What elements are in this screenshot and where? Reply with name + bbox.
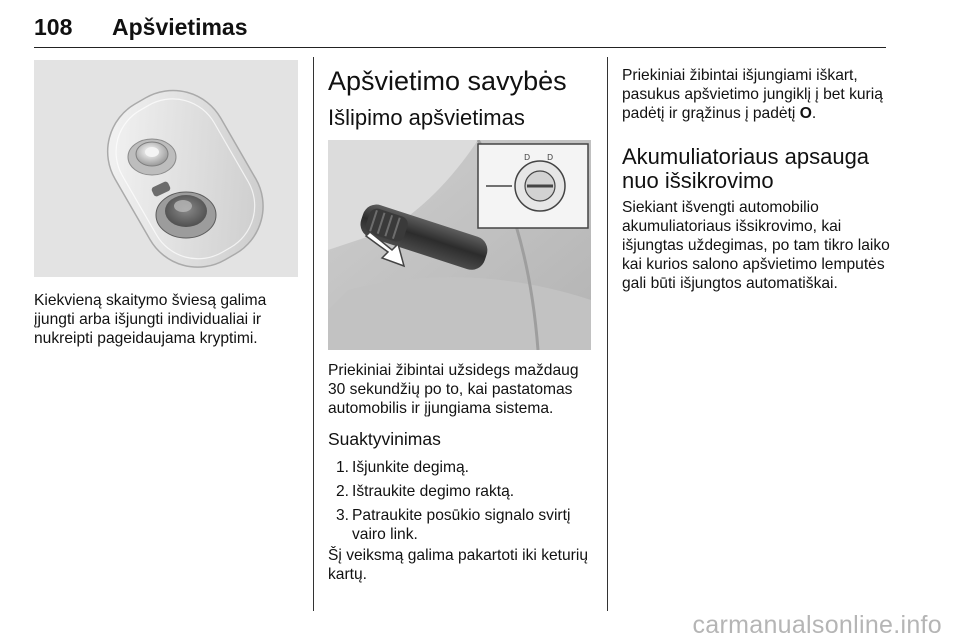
repeat-note: Šį veiksmą galima pakartoti iki keturių kartų. <box>328 547 588 583</box>
subsection-heading: Išlipimo apšvietimas <box>328 105 525 130</box>
light-switch-lever-icon <box>328 140 591 350</box>
headlights-off-end: . <box>811 105 817 122</box>
position-symbol: O <box>799 105 812 122</box>
reading-light-figure <box>34 60 298 277</box>
step-text: Išjunkite degimą. <box>352 459 470 476</box>
step-text: Patraukite posūkio signalo svirtį vairo link. <box>352 507 571 543</box>
svg-text:D: D <box>524 153 531 162</box>
step-number: 2. <box>336 483 350 500</box>
light-switch-figure <box>328 140 591 350</box>
header-rule <box>34 47 886 48</box>
section-title: Apšvietimas <box>112 14 248 40</box>
step-number: 1. <box>336 459 350 476</box>
activation-heading: Suaktyvinimas <box>328 429 441 449</box>
column-divider-1 <box>313 57 314 611</box>
step-number: 3. <box>336 507 350 524</box>
battery-protection-description: Siekiant išvengti automobilio akumuliatoriaus išsikrovimo, kai išjungtas uždegimas, po tam tikro laiko kai kurios salono apšvietimo lemputės gali būti išjungtos automatiškai. <box>622 199 890 292</box>
watermark: carmanualsonline.info <box>692 611 942 639</box>
column-divider-2 <box>607 57 608 611</box>
step-text: Ištraukite degimo raktą. <box>352 483 515 500</box>
svg-text:D: D <box>547 153 554 162</box>
reading-light-icon <box>34 60 298 277</box>
section-heading: Apšvietimo savybės <box>328 66 567 96</box>
page-header <box>34 8 886 48</box>
reading-light-caption: Kiekvieną skaitymo šviesą galima įjungti arba išjungti individualiai ir nukreipti pageidaujama kryptimi. <box>34 292 267 347</box>
headlights-off-text: Priekiniai žibintai išjungiami iškart, pasukus apšvietimo jungiklį į bet kurią padėtį ir grąžinus į padėtį <box>622 67 883 122</box>
headlights-off-description <box>622 66 894 123</box>
exit-lighting-description: Priekiniai žibintai užsidegs maždaug 30 sekundžių po to, kai pastatomas automobilis ir įjungiama sistema. <box>328 362 579 417</box>
list-item <box>328 482 598 501</box>
activation-steps <box>328 458 598 549</box>
page-number: 108 <box>34 14 73 40</box>
list-item <box>328 458 598 477</box>
battery-protection-heading: Akumuliatoriaus apsauga nuo išsikrovimo <box>622 144 870 193</box>
list-item <box>328 506 598 544</box>
